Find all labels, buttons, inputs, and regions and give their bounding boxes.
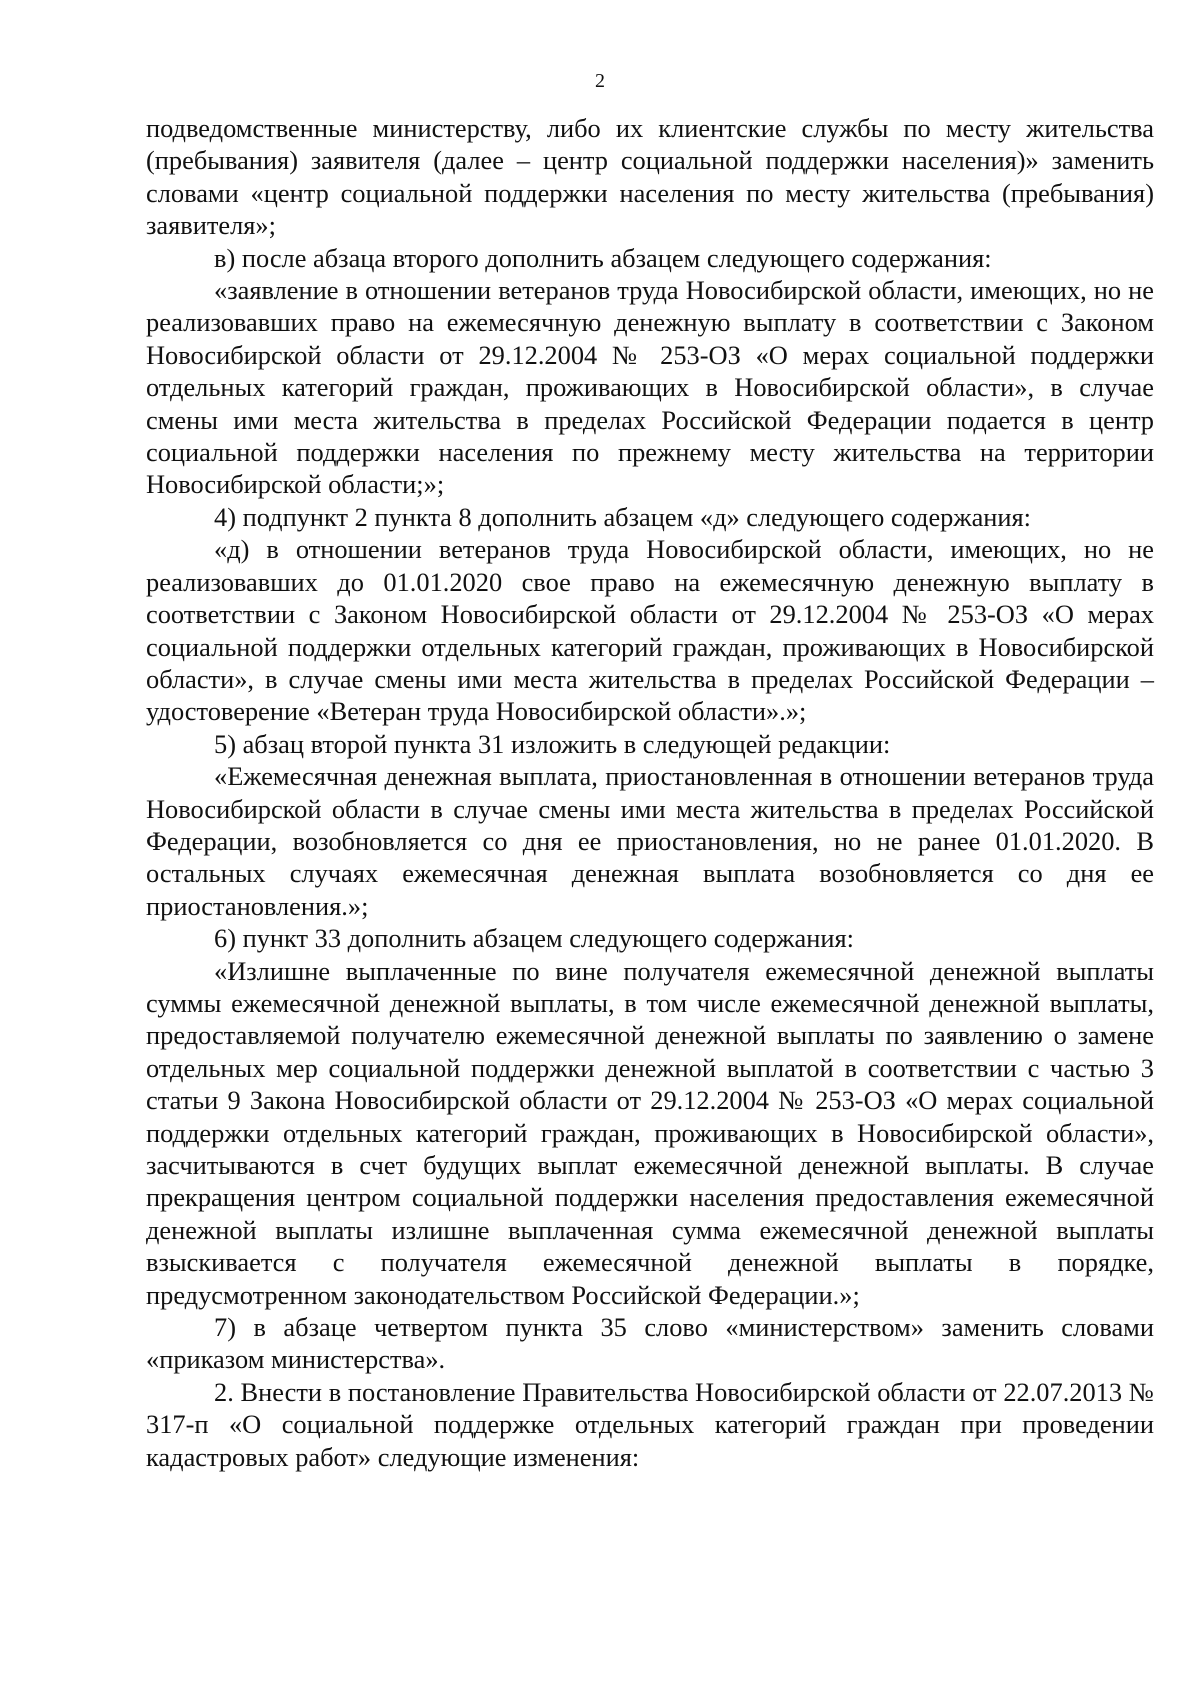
paragraph: 4) подпункт 2 пункта 8 дополнить абзацем «д» следующего содержания: — [214, 501, 1032, 532]
document-body — [146, 112, 1154, 1473]
paragraph: 6) пункт 33 дополнить абзацем следующего содержания: — [214, 923, 854, 954]
paragraph: подведомственные министерству, либо их клиентские службы по месту жительства (пребывания) заявителя (далее – центр социальной поддержки населения)» заменить словами «центр социальной поддержки населения по месту жительства (пребывания) заявителя»; — [146, 113, 1154, 241]
paragraph: 2. Внести в постановление Правительства Новосибирской области от 22.07.2013 № 317-п «О социальной поддержке отдельных категорий граждан при проведении кадастровых работ» следующие изменения: — [146, 1376, 1154, 1472]
paragraph: 7) в абзаце четвертом пункта 35 слово «министерством» заменить словами «приказом министерства». — [146, 1312, 1154, 1375]
paragraph: в) после абзаца второго дополнить абзацем следующего содержания: — [214, 242, 992, 273]
paragraph: «Излишне выплаченные по вине получателя ежемесячной денежной выплаты суммы ежемесячной денежной выплаты, в том числе ежемесячной денежной выплаты, предоставляемой получателю ежемесячной денежной выплаты по заявлению о замене отдельных мер социальной поддержки денежной выплатой в соответствии с частью 3 статьи 9 Закона Новосибирской области от 29.12.2004 № 253-ОЗ «О мерах социальной поддержки отдельных категорий граждан, проживающих в Новосибирской области», засчитываются в счет будущих выплат ежемесячной денежной выплаты. В случае прекращения центром социальной поддержки населения предоставления ежемесячной денежной выплаты излишне выплаченная сумма ежемесячной денежной выплаты взыскивается с получателя ежемесячной денежной выплаты в порядке, предусмотренном законодательством Российской Федерации.»; — [146, 955, 1154, 1310]
paragraph: «Ежемесячная денежная выплата, приостановленная в отношении ветеранов труда Новосибирской области в случае смены ими места жительства в пределах Российской Федерации, возобновляется со дня ее приостановления, но не ранее 01.01.2020. В остальных случаях ежемесячная денежная выплата возобновляется со дня ее приостановления.»; — [146, 761, 1154, 921]
paragraph: 5) абзац второй пункта 31 изложить в следующей редакции: — [214, 728, 891, 759]
paragraph: «д) в отношении ветеранов труда Новосибирской области, имеющих, но не реализовавших до 01.01.2020 свое право на ежемесячную денежную выплату в соответствии с Законом Новосибирской области от 29.12.2004 № 253-ОЗ «О мерах социальной поддержки отдельных категорий граждан, проживающих в Новосибирской области», в случае смены ими места жительства в пределах Российской Федерации – удостоверение «Ветеран труда Новосибирской области».»; — [146, 534, 1154, 727]
page-number: 2 — [595, 70, 605, 92]
paragraph: «заявление в отношении ветеранов труда Новосибирской области, имеющих, но не реализовавших право на ежемесячную денежную выплату в соответствии с Законом Новосибирской области от 29.12.2004 № 253-ОЗ «О мерах социальной поддержки отдельных категорий граждан, проживающих в Новосибирской области», в случае смены ими места жительства в пределах Российской Федерации подается в центр социальной поддержки населения по прежнему месту жительства на территории Новосибирской области;»; — [146, 275, 1154, 500]
